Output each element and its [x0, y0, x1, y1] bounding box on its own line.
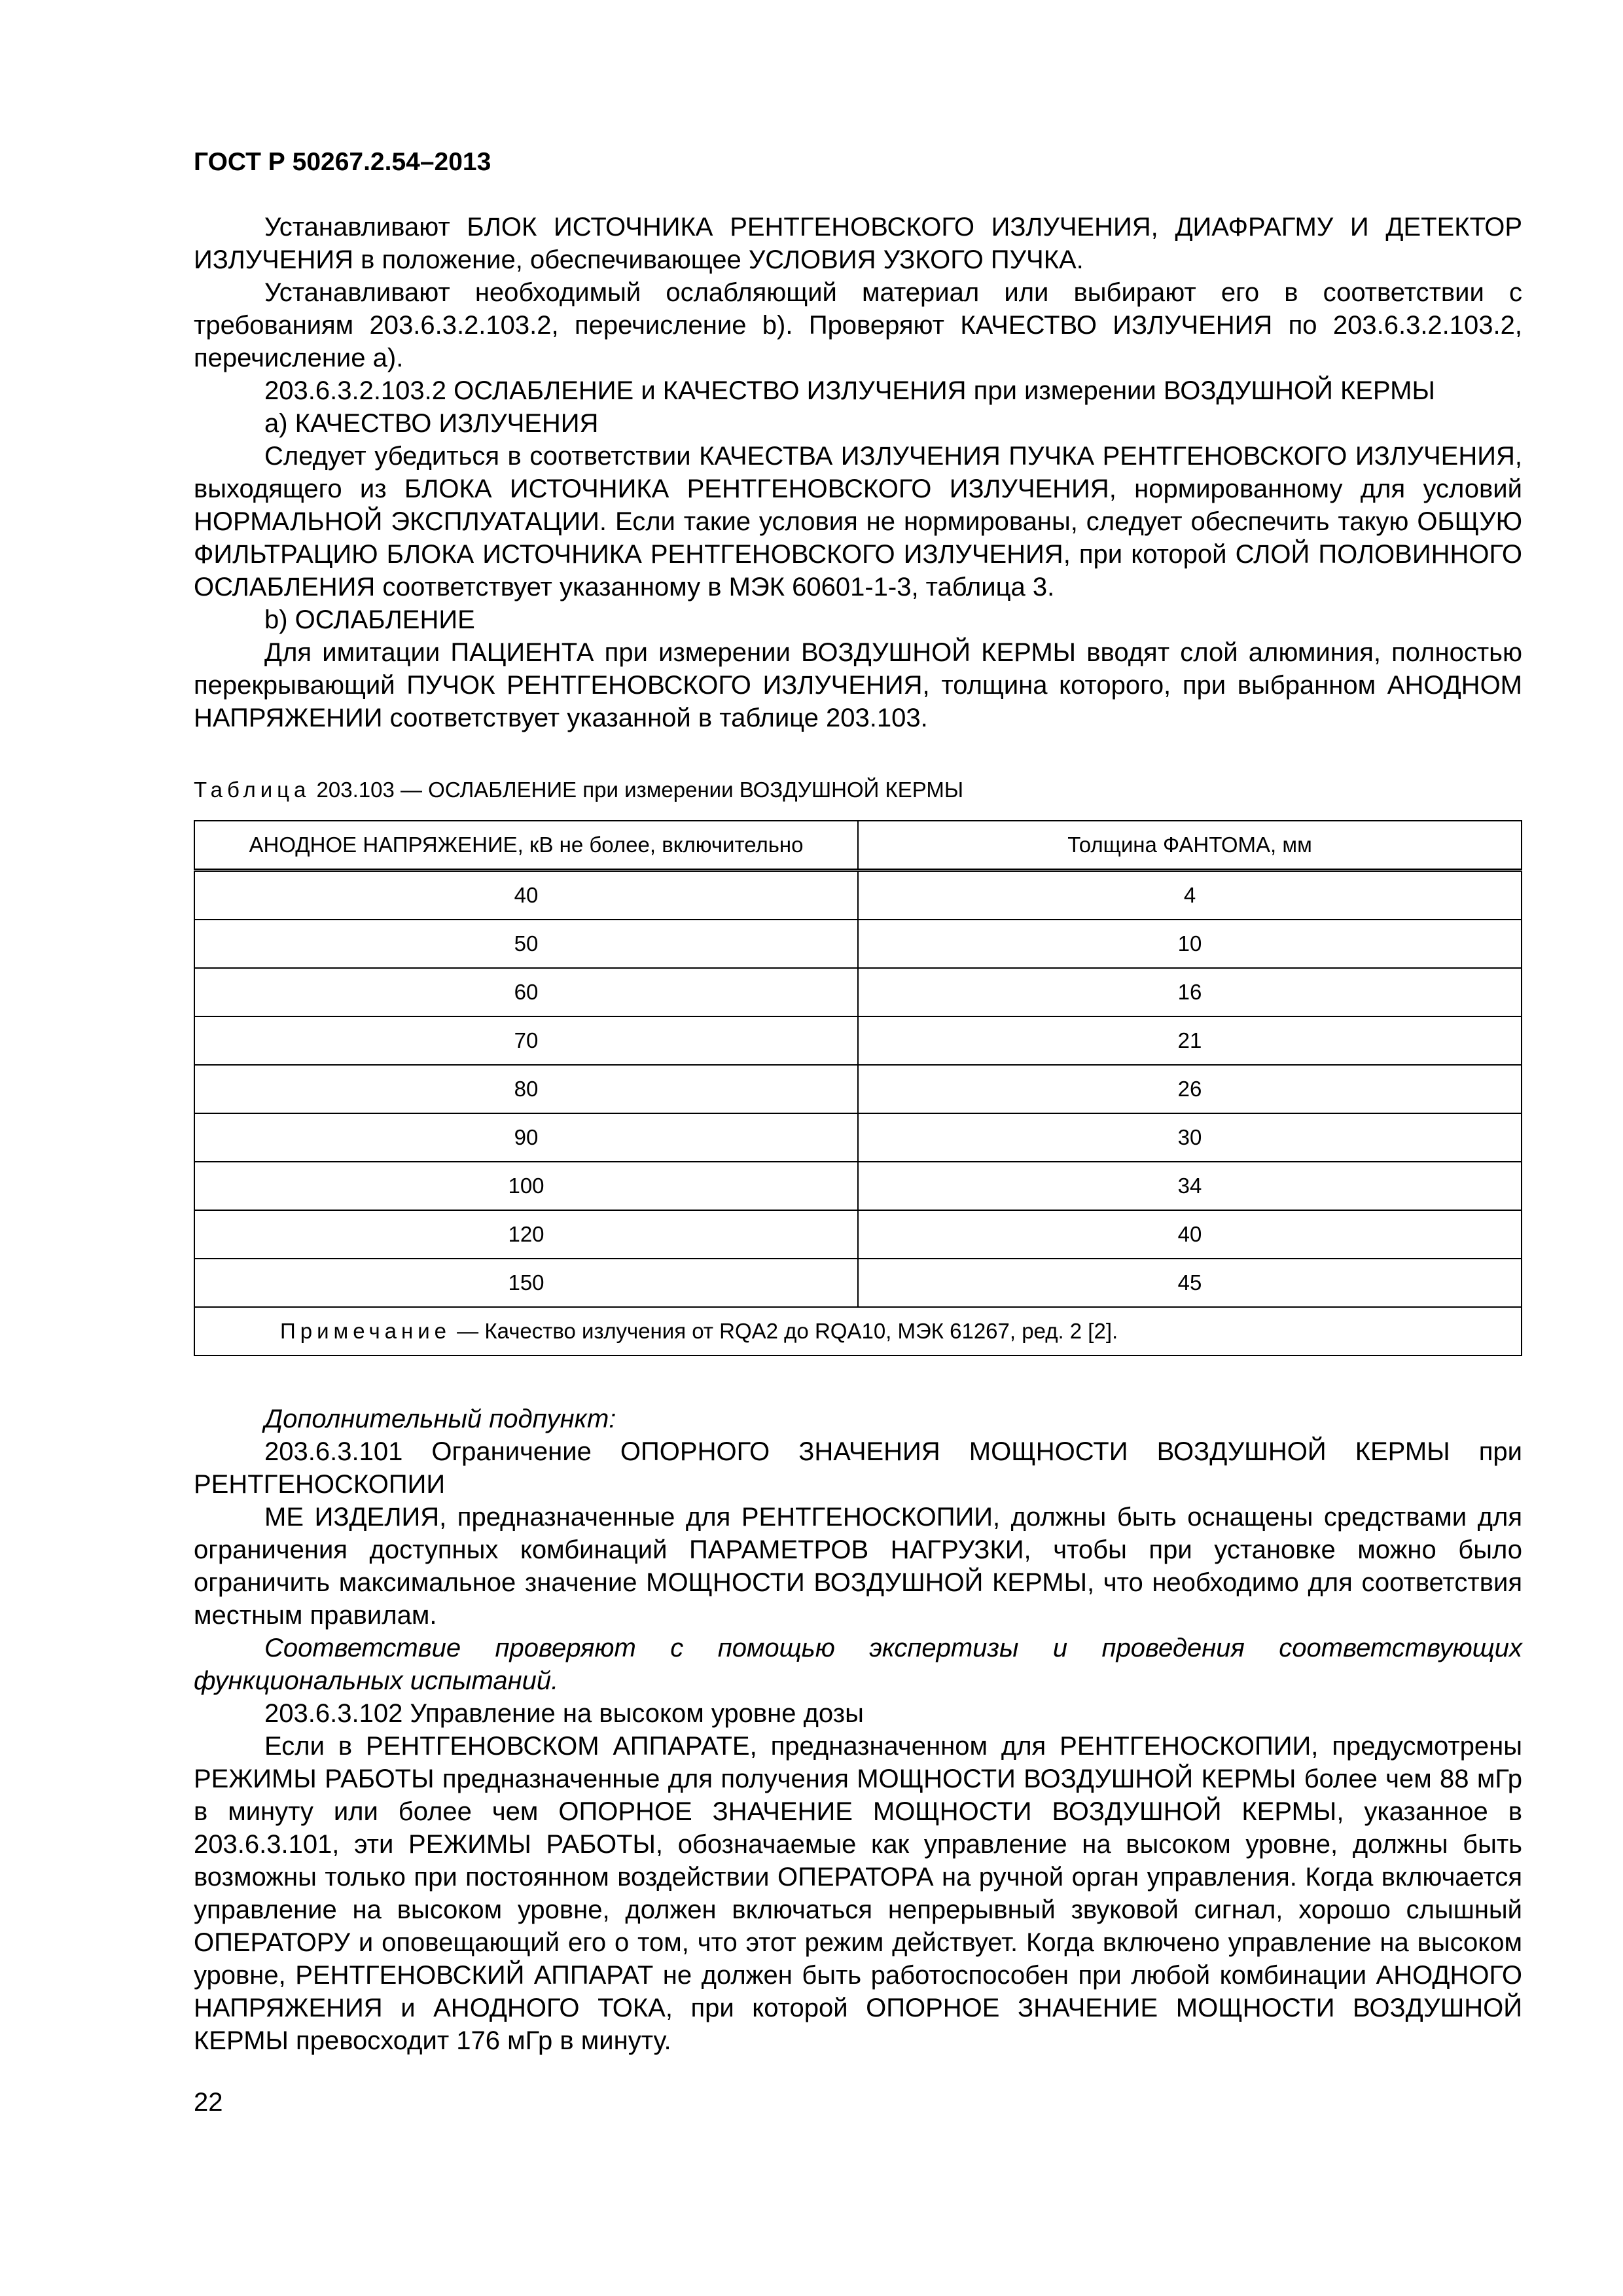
table-note [194, 1307, 1522, 1355]
table-row [194, 1113, 1522, 1162]
table-cell: 10 [858, 920, 1522, 968]
bottom-text-block [194, 1403, 1522, 2057]
paragraph: Следует убедиться в соответствии КАЧЕСТВА ИЗЛУЧЕНИЯ ПУЧКА РЕНТГЕНОВСКОГО ИЗЛУЧЕНИЯ, выходящего из БЛОКА ИСТОЧНИКА РЕНТГЕНОВСКОГО ИЗЛУЧЕНИЯ, нормированному для условий НОРМАЛЬНОЙ ЭКСПЛУАТАЦИИ. Если такие условия не нормированы, следует обеспечить такую ОБЩУЮ ФИЛЬТРАЦИЮ БЛОКА ИСТОЧНИКА РЕНТГЕНОВСКОГО ИЗЛУЧЕНИЯ, при которой СЛОЙ ПОЛОВИННОГО ОСЛАБЛЕНИЯ соответствует указанному в МЭК 60601-1-3, таблица 3. [194, 442, 1522, 601]
table-row [194, 1210, 1522, 1259]
column-header: АНОДНОЕ НАПРЯЖЕНИЕ, кВ не более, включительно [194, 821, 858, 870]
table-cell: 70 [194, 1016, 858, 1065]
note-text: — Качество излучения от RQA2 до RQA10, МЭК 61267, ред. 2 [2]. [451, 1319, 1118, 1343]
table-row [194, 1065, 1522, 1113]
paragraph: Устанавливают необходимый ослабляющий материал или выбирают его в соответствии с требованиям 203.6.3.2.103.2, перечисление b). Проверяют КАЧЕСТВО ИЗЛУЧЕНИЯ по 203.6.3.2.103.2, перечисление а). [194, 278, 1522, 372]
caption-label: Таблица [194, 778, 311, 802]
page-number: 22 [194, 2088, 223, 2117]
table-cell: 34 [858, 1162, 1522, 1210]
note-label: Примечание [280, 1319, 452, 1343]
table-cell: 16 [858, 968, 1522, 1016]
table-cell: 30 [858, 1113, 1522, 1162]
table-note-row [194, 1307, 1522, 1355]
list-item: b) ОСЛАБЛЕНИЕ [264, 605, 475, 634]
document-header: ГОСТ Р 50267.2.54–2013 [194, 148, 491, 176]
paragraph: Для имитации ПАЦИЕНТА при измерении ВОЗДУШНОЙ КЕРМЫ вводят слой алюминия, полностью перекрывающий ПУЧОК РЕНТГЕНОВСКОГО ИЗЛУЧЕНИЯ, толщина которого, при выбранном АНОДНОМ НАПРЯЖЕНИИ соответствует указанной в таблице 203.103. [194, 638, 1522, 732]
table-caption [194, 778, 963, 802]
attenuation-table [194, 820, 1522, 1356]
table-cell: 45 [858, 1259, 1522, 1307]
table-cell: 100 [194, 1162, 858, 1210]
top-text-block [194, 211, 1522, 734]
list-item: а) КАЧЕСТВО ИЗЛУЧЕНИЯ [264, 409, 599, 438]
table-cell: 40 [194, 870, 858, 920]
table-cell: 60 [194, 968, 858, 1016]
table-row [194, 1162, 1522, 1210]
section-heading: 203.6.3.2.103.2 ОСЛАБЛЕНИЕ и КАЧЕСТВО ИЗЛУЧЕНИЯ при измерении ВОЗДУШНОЙ КЕРМЫ [264, 376, 1435, 405]
table-cell: 40 [858, 1210, 1522, 1259]
table-row [194, 968, 1522, 1016]
table-row [194, 920, 1522, 968]
table-cell: 80 [194, 1065, 858, 1113]
paragraph: Устанавливают БЛОК ИСТОЧНИКА РЕНТГЕНОВСКОГО ИЗЛУЧЕНИЯ, ДИАФРАГМУ И ДЕТЕКТОР ИЗЛУЧЕНИЯ в положение, обеспечивающее УСЛОВИЯ УЗКОГО ПУЧКА. [194, 213, 1522, 274]
table-header-row [194, 821, 1522, 870]
table-cell: 50 [194, 920, 858, 968]
table-row [194, 870, 1522, 920]
caption-text: 203.103 — ОСЛАБЛЕНИЕ при измерении ВОЗДУШНОЙ КЕРМЫ [310, 778, 964, 802]
paragraph: Дополнительный подпункт: [264, 1405, 616, 1433]
table-cell: 21 [858, 1016, 1522, 1065]
table-row [194, 1259, 1522, 1307]
paragraph: Если в РЕНТГЕНОВСКОМ АППАРАТЕ, предназначенном для РЕНТГЕНОСКОПИИ, предусмотрены РЕЖИМЫ РАБОТЫ предназначенные для получения МОЩНОСТИ ВОЗДУШНОЙ КЕРМЫ более чем 88 мГр в минуту или более чем ОПОРНОЕ ЗНАЧЕНИЕ МОЩНОСТИ ВОЗДУШНОЙ КЕРМЫ, указанное в 203.6.3.101, эти РЕЖИМЫ РАБОТЫ, обозначаемые как управление на высоком уровне, должны быть возможны только при постоянном воздействии ОПЕРАТОРА на ручной орган управления. Когда включается управление на высоком уровне, должен включаться непрерывный звуковой сигнал, хорошо слышный ОПЕРАТОРУ и оповещающий его о том, что этот режим действует. Когда включено управление на высоком уровне, РЕНТГЕНОВСКИЙ АППАРАТ не должен быть работоспособен при любой комбинации АНОДНОГО НАПРЯЖЕНИЯ и АНОДНОГО ТОКА, при которой ОПОРНОЕ ЗНАЧЕНИЕ МОЩНОСТИ ВОЗДУШНОЙ КЕРМЫ превосходит 176 мГр в минуту. [194, 1732, 1522, 2055]
table-cell: 90 [194, 1113, 858, 1162]
table-row [194, 1016, 1522, 1065]
paragraph: МЕ ИЗДЕЛИЯ, предназначенные для РЕНТГЕНОСКОПИИ, должны быть оснащены средствами для ограничения доступных комбинаций ПАРАМЕТРОВ НАГРУЗКИ, чтобы при установке можно было ограничить максимальное значение МОЩНОСТИ ВОЗДУШНОЙ КЕРМЫ, что необходимо для соответствия местным правилам. [194, 1503, 1522, 1630]
table-cell: 4 [858, 870, 1522, 920]
paragraph: Соответствие проверяют с помощью экспертизы и проведения соответствующих функциональных испытаний. [194, 1634, 1522, 1695]
paragraph: 203.6.3.101 Ограничение ОПОРНОГО ЗНАЧЕНИЯ МОЩНОСТИ ВОЗДУШНОЙ КЕРМЫ при РЕНТГЕНОСКОПИИ [194, 1437, 1522, 1499]
column-header: Толщина ФАНТОМА, мм [858, 821, 1522, 870]
table-cell: 150 [194, 1259, 858, 1307]
table-cell: 120 [194, 1210, 858, 1259]
table-cell: 26 [858, 1065, 1522, 1113]
paragraph: 203.6.3.102 Управление на высоком уровне дозы [264, 1699, 864, 1728]
